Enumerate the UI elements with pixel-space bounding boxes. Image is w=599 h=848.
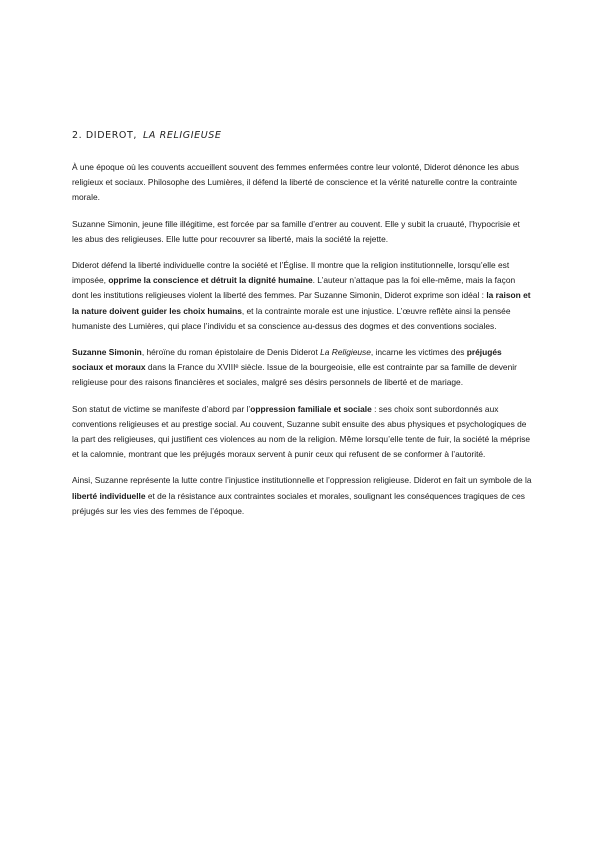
paragraph-analysis-text-2: . L’auteur n’attaque pas la foi elle-même, mais la façon dont les institutions religieuses violent la liberté des femmes. Par Suzanne Simonin, Diderot exprime son idéal : <box>72 275 516 301</box>
paragraph-victim <box>72 402 532 463</box>
paragraph-intro: À une époque où les couvents accueillent souvent des femmes enfermées contre leur volonté, Diderot dénonce les abus religieux et sociaux. Philosophe des Lumières, il défend la liberté de conscience et la vérité naturelle contre la contrainte morale. <box>72 162 519 203</box>
paragraph-victim-bold: oppression familiale et sociale <box>250 403 372 414</box>
document-page <box>72 130 532 530</box>
section-heading <box>72 130 532 141</box>
paragraph-conclusion-bold: liberté individuelle <box>72 490 146 501</box>
paragraph-conclusion-text-1: Ainsi, Suzanne représente la lutte contre l’injustice institutionnelle et l’oppression religieuse. Diderot en fait un symbole de la <box>72 475 532 486</box>
paragraph-conclusion <box>72 473 532 519</box>
paragraph-character-text-3: dans la France du XVIIIᵉ siècle. Issue de la bourgeoisie, elle est contrainte par sa famille de devenir religieuse pour des raisons financières et sociales, malgré ses désirs personnels de liberté et de mariage. <box>72 362 517 388</box>
paragraph-summary: Suzanne Simonin, jeune fille illégitime, est forcée par sa famille d’entrer au couvent. Elle y subit la cruauté, l’hypocrisie et les abus des religieuses. Elle lutte pour recouvrer sa liberté, mais la société la rejette. <box>72 218 520 244</box>
section-heading-work-title: LA RELIGIEUSE <box>143 130 222 141</box>
paragraph-character-italic-title: La Religieuse <box>320 347 371 358</box>
paragraph-conclusion-text-2: et de la résistance aux contraintes sociales et morales, soulignant les conséquences tragiques de ces préjugés sur les vies des femmes de l’époque. <box>72 490 525 516</box>
paragraph-analysis-text-3: , et la contrainte morale est une injustice. L’œuvre reflète ainsi la pensée humaniste des Lumières, qui place l’individu et sa conscience au-dessus des dogmes et des conventions sociales. <box>72 305 511 331</box>
paragraph-analysis-bold-1: opprime la conscience et détruit la dignité humaine <box>108 275 313 286</box>
paragraph-analysis <box>72 258 532 334</box>
paragraph-character-bold-name: Suzanne Simonin <box>72 347 142 358</box>
paragraph-character-text-2: , incarne les victimes des <box>370 347 467 358</box>
paragraph-victim-text-2: : ses choix sont subordonnés aux conventions religieuses et au prestige social. Au couvent, Suzanne subit ensuite des abus physiques et psychologiques de la part des religieuses, qui justifient ces violences au nom de la religion. Même lorsqu’elle tente de fuir, la société la méprise et la calomnie, montrant que les préjugés moraux servent à punir ceux qui refusent de se conformer à l’autorité. <box>72 403 531 460</box>
section-heading-number: 2. DIDEROT, <box>72 130 138 141</box>
paragraph-analysis-text-1: Diderot défend la liberté individuelle contre la société et l’Église. Il montre que la religion institutionnelle, lorsqu’elle est imposée, <box>72 260 510 286</box>
paragraph-victim-text-1: Son statut de victime se manifeste d’abord par l’ <box>72 403 251 414</box>
paragraph-character <box>72 345 532 391</box>
paragraph-analysis-bold-2: la raison et la nature doivent guider les choix humains <box>72 290 531 316</box>
paragraph-character-bold-prejudices: préjugés sociaux et moraux <box>72 347 502 373</box>
paragraph-character-text-1: , héroïne du roman épistolaire de Denis Diderot <box>141 347 321 358</box>
